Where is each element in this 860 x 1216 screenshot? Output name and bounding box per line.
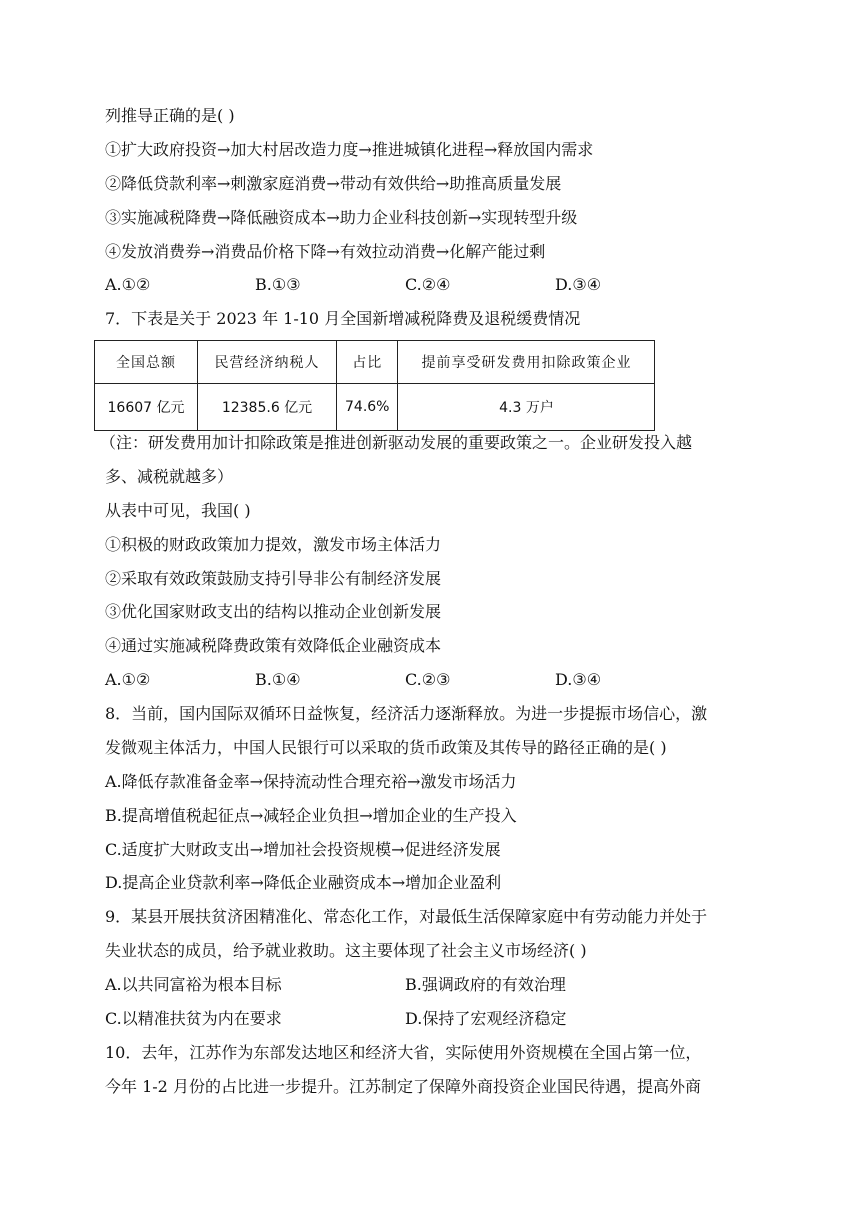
q7-stem: 7．下表是关于 2023 年 1-10 月全国新增减税降费及退税缓费情况 [105,309,581,328]
q6-item-2: ②降低贷款利率→刺激家庭消费→带动有效供给→助推高质量发展 [105,174,562,193]
table-cell: 4.3 万户 [398,384,655,431]
q9-option-a: A.以共同富裕为根本目标 [105,975,282,994]
q7-option-d: D.③④ [555,670,602,689]
q7-option-b: B.①④ [255,670,301,689]
table-header-cell: 提前享受研发费用扣除政策企业 [398,341,655,384]
q6-stem-tail: 列推导正确的是( ) [105,106,235,125]
q10-stem-line-2: 今年 1-2 月份的占比进一步提升。江苏制定了保障外商投资企业国民待遇，提高外商 [105,1077,701,1096]
q6-option-a: A.①② [105,275,151,294]
q7-item-3: ③优化国家财政支出的结构以推动企业创新发展 [105,602,442,621]
q6-option-d: D.③④ [555,275,602,294]
table-header-cell: 民营经济纳税人 [198,341,337,384]
q9-stem-line-1: 9．某县开展扶贫济困精准化、常态化工作，对最低生活保障家庭中有劳动能力并处于 [105,907,708,926]
q9-option-c: C.以精准扶贫为内在要求 [105,1009,282,1028]
q6-option-c: C.②④ [405,275,451,294]
table-header-cell: 占比 [337,341,398,384]
q7-question: 从表中可见，我国( ) [105,501,251,520]
q8-option-b: B.提高增值税起征点→减轻企业负担→增加企业的生产投入 [105,806,517,825]
table-cell: 12385.6 亿元 [198,384,337,431]
q6-item-3: ③实施减税降费→降低融资成本→助力企业科技创新→实现转型升级 [105,208,578,227]
table-row [95,384,655,431]
q7-option-c: C.②③ [405,670,451,689]
q7-item-1: ①积极的财政政策加力提效，激发市场主体活力 [105,535,442,554]
q7-item-2: ②采取有效政策鼓励支持引导非公有制经济发展 [105,569,442,588]
q7-note-line-1: （注：研发费用加计扣除政策是推进创新驱动发展的重要政策之一。企业研发投入越 [100,433,693,452]
table-header-row [95,341,655,384]
q8-stem-line-1: 8．当前，国内国际双循环日益恢复，经济活力逐渐释放。为进一步提振市场信心，激 [105,704,708,723]
q9-option-d: D.保持了宏观经济稳定 [405,1009,567,1028]
tax-reduction-table [94,340,655,431]
table-header-cell: 全国总额 [95,341,198,384]
table-cell: 74.6% [337,384,398,431]
q7-item-4: ④通过实施减税降费政策有效降低企业融资成本 [105,636,442,655]
q6-item-1: ①扩大政府投资→加大村居改造力度→推进城镇化进程→释放国内需求 [105,140,594,159]
q7-option-a: A.①② [105,670,151,689]
q8-option-a: A.降低存款准备金率→保持流动性合理充裕→激发市场活力 [105,772,517,791]
q10-stem-line-1: 10．去年，江苏作为东部发达地区和经济大省，实际使用外资规模在全国占第一位， [105,1043,702,1062]
table-cell: 16607 亿元 [95,384,198,431]
q8-stem-line-2: 发微观主体活力，中国人民银行可以采取的货币政策及其传导的路径正确的是( ) [105,738,667,757]
q9-option-b: B.强调政府的有效治理 [405,975,566,994]
q7-note-line-2: 多、减税就越多） [105,467,234,486]
q6-item-4: ④发放消费券→消费品价格下降→有效拉动消费→化解产能过剩 [105,242,546,261]
q8-option-d: D.提高企业贷款利率→降低企业融资成本→增加企业盈利 [105,873,502,892]
q8-option-c: C.适度扩大财政支出→增加社会投资规模→促进经济发展 [105,840,501,859]
q9-stem-line-2: 失业状态的成员，给予就业救助。这主要体现了社会主义市场经济( ) [105,941,587,960]
q6-option-b: B.①③ [255,275,301,294]
